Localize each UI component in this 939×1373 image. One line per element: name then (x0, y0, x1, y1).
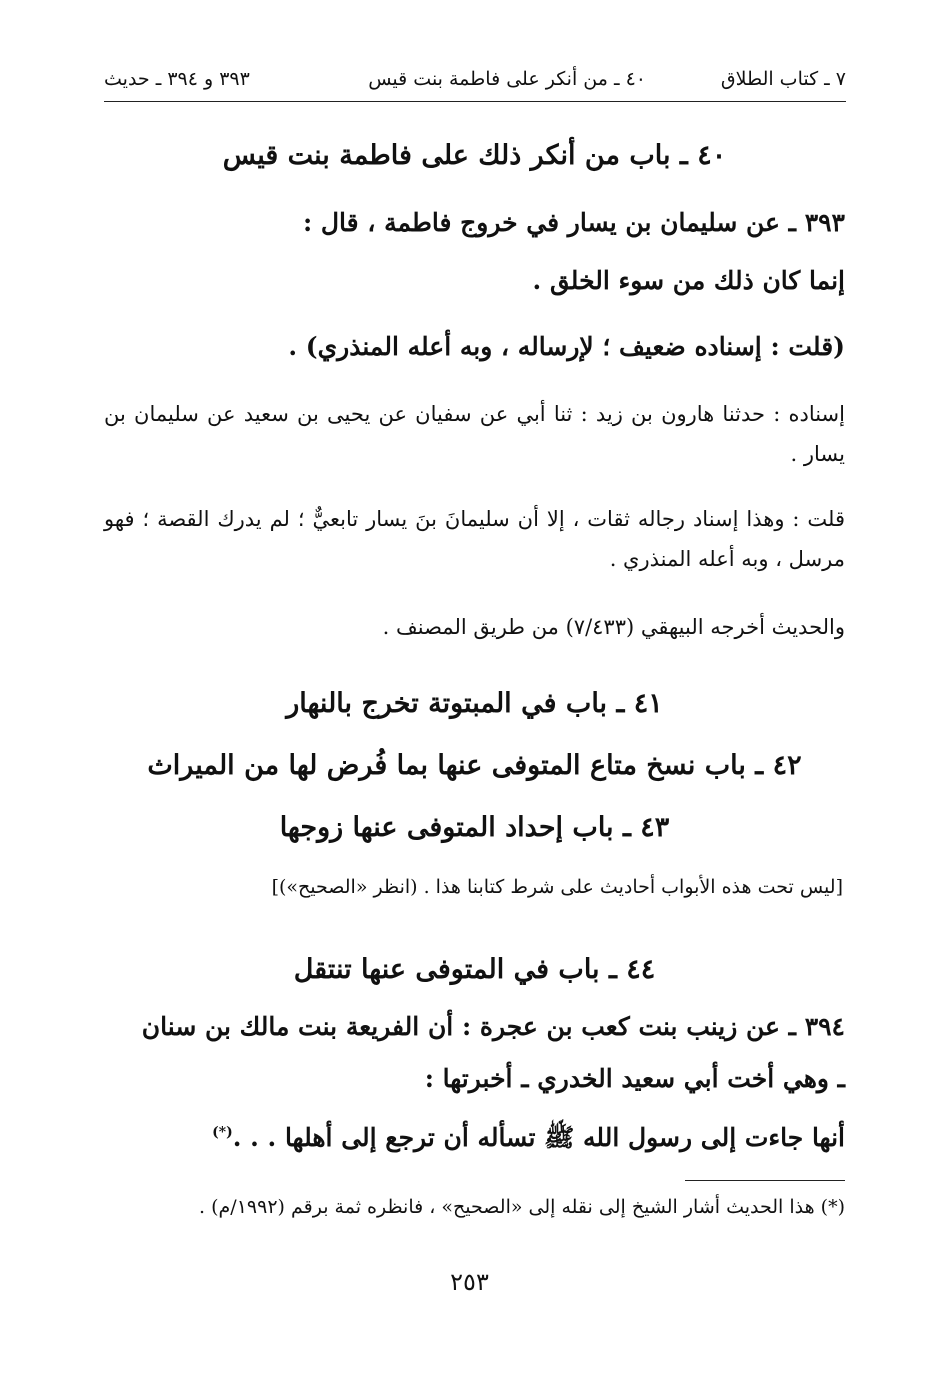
chapter-42-heading: ٤٢ ـ باب نسخ متاع المتوفى عنها بما فُرض لها من الميراث (147, 750, 802, 781)
hadith-393-comment: قلت : وهذا إسناد رجاله ثقات ، إلا أن سليمانَ بنَ يسار تابعيٌّ ؛ لم يدرك القصة ؛ فهو مرسل ، وبه أعله المنذري . (104, 507, 845, 571)
header-chapter-title: ٤٠ ـ من أنكر على فاطمة بنت قيس (368, 68, 646, 90)
chapter-41-heading: ٤١ ـ باب في المبتوتة تخرج بالنهار (286, 688, 663, 719)
footnote-divider (685, 1180, 845, 1181)
chapter-44-heading: ٤٤ ـ باب في المتوفى عنها تنتقل (293, 954, 656, 985)
chapter-43-heading: ٤٣ ـ باب إحداد المتوفى عنها زوجها (279, 812, 670, 843)
header-hadith-range: ٣٩٣ و ٣٩٤ ـ حديث (104, 68, 250, 90)
hadith-393-grade: (قلت : إسناده ضعيف ؛ لإرساله ، وبه أعله المنذري) . (288, 332, 845, 361)
footnote-text: (*) هذا الحديث أشار الشيخ إلى نقله إلى «الصحيح» ، فانظره ثمة برقم (١٩٩٢/م) . (199, 1196, 845, 1218)
header-divider (104, 101, 846, 102)
running-header (104, 64, 846, 100)
no-hadith-note: [ليس تحت هذه الأبواب أحاديث على شرط كتابنا هذا . (انظر «الصحيح»)] (271, 876, 843, 898)
hadith-393-text: إنما كان ذلك من سوء الخلق . (532, 266, 845, 295)
hadith-394-intro-line-2: ـ وهي أخت أبي سعيد الخدري ـ أخبرتها : (424, 1064, 845, 1093)
hadith-394-intro-line-1: ٣٩٤ ـ عن زينب بنت كعب بن عجرة : أن الفريعة بنت مالك بن سنان (141, 1012, 845, 1041)
chapter-40-heading: ٤٠ ـ باب من أنكر ذلك على فاطمة بنت قيس (222, 140, 727, 171)
page-number: ٢٥٣ (450, 1268, 489, 1296)
hadith-394-text (104, 1122, 845, 1159)
hadith-393-intro: ٣٩٣ ـ عن سليمان بن يسار في خروج فاطمة ، قال : (302, 208, 845, 237)
footnote-marker: (*) (212, 1124, 233, 1141)
hadith-393-takhrij: والحديث أخرجه البيهقي (٧/٤٣٣) من طريق المصنف . (382, 615, 845, 639)
hadith-393-isnad: إسناده : حدثنا هارون بن زيد : ثنا أبي عن سفيان عن يحيى بن سعيد عن سليمان بن يسار . (104, 402, 845, 466)
hadith-394-text-body: أنها جاءت إلى رسول الله ﷺ تسأله أن ترجع إلى أهلها . . . (232, 1123, 845, 1152)
header-book-title: ٧ ـ كتاب الطلاق (720, 68, 846, 90)
